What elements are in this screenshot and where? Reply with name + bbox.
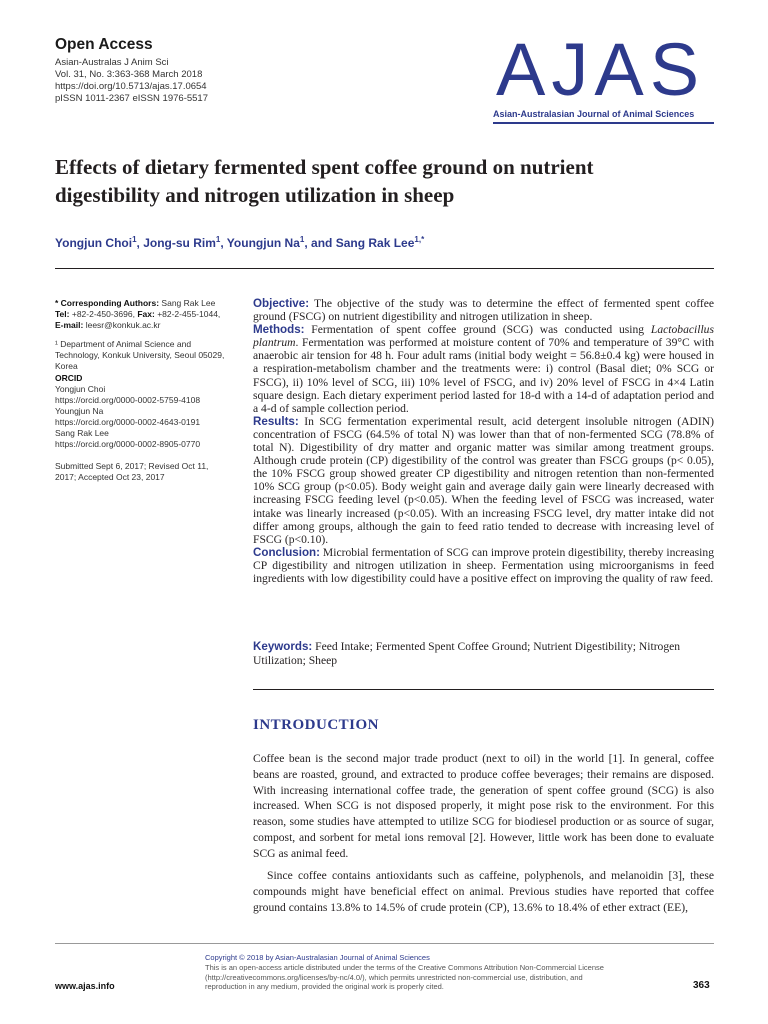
orcid-name: Sang Rak Lee [55,428,109,438]
objective-label: Objective: [253,297,310,310]
article-title: Effects of dietary fermented spent coffee ground on nutrient digestibility and nitrogen utilization in sheep [55,155,594,207]
footer-divider [55,943,714,944]
author-name: Yongjun Choi [55,236,133,250]
section-heading: INTRODUCTION [253,717,380,733]
methods-species: Lactobacillus plantrum [253,323,714,350]
submission-dates: Submitted Sept 6, 2017; Revised Oct 11, 2017; Accepted Oct 23, 2017 [55,461,209,482]
journal-abbrev: Asian-Australas J Anim Sci [55,57,169,68]
methods-text-cont: . Fermentation was performed at moisture content of 70% and temperature of 39°C with anaerobic air tension for 48 h. Four adult rams (initial body weight = 56.8±0.4 kg) were housed in a respiration-metabolism chamber and the treatments were: i) control (Basal diet; 0% SCG or FSCG), ii) 10% level of SCG, iii) 10% level of FSCG, and iv) 20% level of FSCG in 4×4 Latin square design. Each dietary experiment period lasted for 18-d with a 14-d of adaptation period and a 4-d of sample collection period. [253,336,714,415]
fax-label: Fax: [137,309,155,319]
orcid-name: Youngjun Na [55,406,104,416]
journal-volume: Vol. 31, No. 3:363-368 March 2018 [55,69,203,80]
divider [55,268,714,269]
author-affil: 1 [299,235,305,244]
page-number: 363 [693,980,710,991]
tel-value: +82-2-450-3696, [71,309,135,319]
abstract [253,297,714,585]
paragraph: Since coffee contains antioxidants such as caffeine, polyphenols, and melanoidin [3], these compounds might have beneficial effect on animal. Previous studies have reported that coffee ground contains 13.8% to 14.5% of crude protein (CP), 13.6% to 18.4% of ether extract (EE), [253,869,714,914]
copyright: Copyright © 2018 by Asian-Australasian Journal of Animal Sciences [205,953,430,962]
methods-text: Fermentation of spent coffee ground (SCG) was conducted using [304,323,651,337]
affiliation: ¹ Department of Animal Science and Technology, Konkuk University, Seoul 05029, Korea [55,339,225,371]
corr-name: Sang Rak Lee [161,298,216,308]
issn: pISSN 1011-2367 eISSN 1976-5517 [55,93,208,104]
tel-label: Tel: [55,309,70,319]
results-text: In SCG fermentation experimental result, acid detergent insoluble nitrogen (ADIN) concentration of FSCG (64.5% of total N) was lower than that of non-fermented SCG (78.8% of total N). Digestibility of dry matter and organic matter was similar among treatment groups. Although crude protein (CP) digestibility of the control was greater than FSCG groups (p< 0.05), the 10% FSCG group showed greater CP digestibility and nitrogen retention than non-fermented 10% SCG group (p<0.05). Body weight gain and average daily gain were linearly decreased with increasing FSCG feeding level (p<0.05). When the feeding level of FSCG was increased, water intake was linearly increased (p<0.05). With an increasing FSCG level, dry matter intake did not differ among groups, although the gain to feed ratio tended to decrease with increasing level of FSCG (p<0.10). [253,414,714,546]
email-label: E-mail: [55,320,84,330]
author-sep: , and [304,236,336,250]
orcid-link[interactable]: https://orcid.org/0000-0002-8905-0770 [55,439,201,449]
author-name: Jong-su Rim [143,236,216,250]
journal-url[interactable]: www.ajas.info [55,981,115,991]
author-sep: , [136,236,144,250]
author-sep: , [220,236,227,250]
keywords [253,640,714,667]
objective-text: The objective of the study was to determine the effect of fermented spent coffee ground (FSCG) on nutrient digestibility and nitrogen utilization in sheep. [253,297,714,324]
open-access-label: Open Access [55,36,153,53]
divider [253,689,714,690]
email-link[interactable]: leesr@konkuk.ac.kr [85,320,161,330]
orcid-link[interactable]: https://orcid.org/0000-0002-4643-0191 [55,417,201,427]
author-affil: 1 [215,235,221,244]
license-text: This is an open-access article distributed under the terms of the Creative Commons Attribution Non-Commercial License (http://creativecommons.org/licenses/by-nc/4.0/), which permits unrestricted non-commercial use, distribution, and reproduction in any medium, provided the original work is properly cited. [205,963,604,991]
author-list [55,235,424,250]
logo-underline [493,122,714,124]
journal-name: Asian-Australasian Journal of Animal Sciences [493,109,695,119]
doi-link[interactable]: https://doi.org/10.5713/ajas.17.0654 [55,81,207,92]
corresponding-author [55,298,245,331]
orcid-name: Yongjun Choi [55,384,106,394]
orcid-link[interactable]: https://orcid.org/0000-0002-5759-4108 [55,395,201,405]
author-affil: 1 [132,235,137,244]
author-name: Youngjun Na [226,236,300,250]
results-label: Results: [253,414,299,428]
paragraph: Coffee bean is the second major trade product (next to oil) in the world [1]. In general, coffee beans are roasted, ground, and extracted to produce coffee beverages; their remains are disposed. With increasing international coffee trade, the generation of spent coffee ground (SCG) is also increased. When SCG is not disposed properly, it might pose risk to the environment. For this reason, some studies have attempted to utilize SCG for biodiesel production or as source of sugar, compost, and sorbent for metal ions removal [2]. However, little work has been done to evaluate SCG as animal feed. [253,752,714,860]
orcid-block [55,373,245,450]
corr-label: * Corresponding Authors: [55,298,160,308]
conclusion-label: Conclusion: [253,545,320,559]
author-name: Sang Rak Lee [335,236,415,250]
methods-label: Methods: [253,323,305,337]
author-affil: 1,* [414,235,425,244]
keywords-label: Keywords: [253,640,313,653]
journal-logo: AJAS [496,28,706,111]
fax-value: +82-2-455-1044, [157,309,221,319]
orcid-label: ORCID [55,373,83,383]
conclusion-text: Microbial fermentation of SCG can improve protein digestibility, thereby increasing CP digestibility and nitrogen utilization in sheep. Fermentation using microorganisms in feed ingredients with low digestibility could have a positive effect on improving the quality of raw feed. [253,545,714,585]
keywords-text: Feed Intake; Fermented Spent Coffee Ground; Nutrient Digestibility; Nitrogen Utilization; Sheep [253,640,681,667]
